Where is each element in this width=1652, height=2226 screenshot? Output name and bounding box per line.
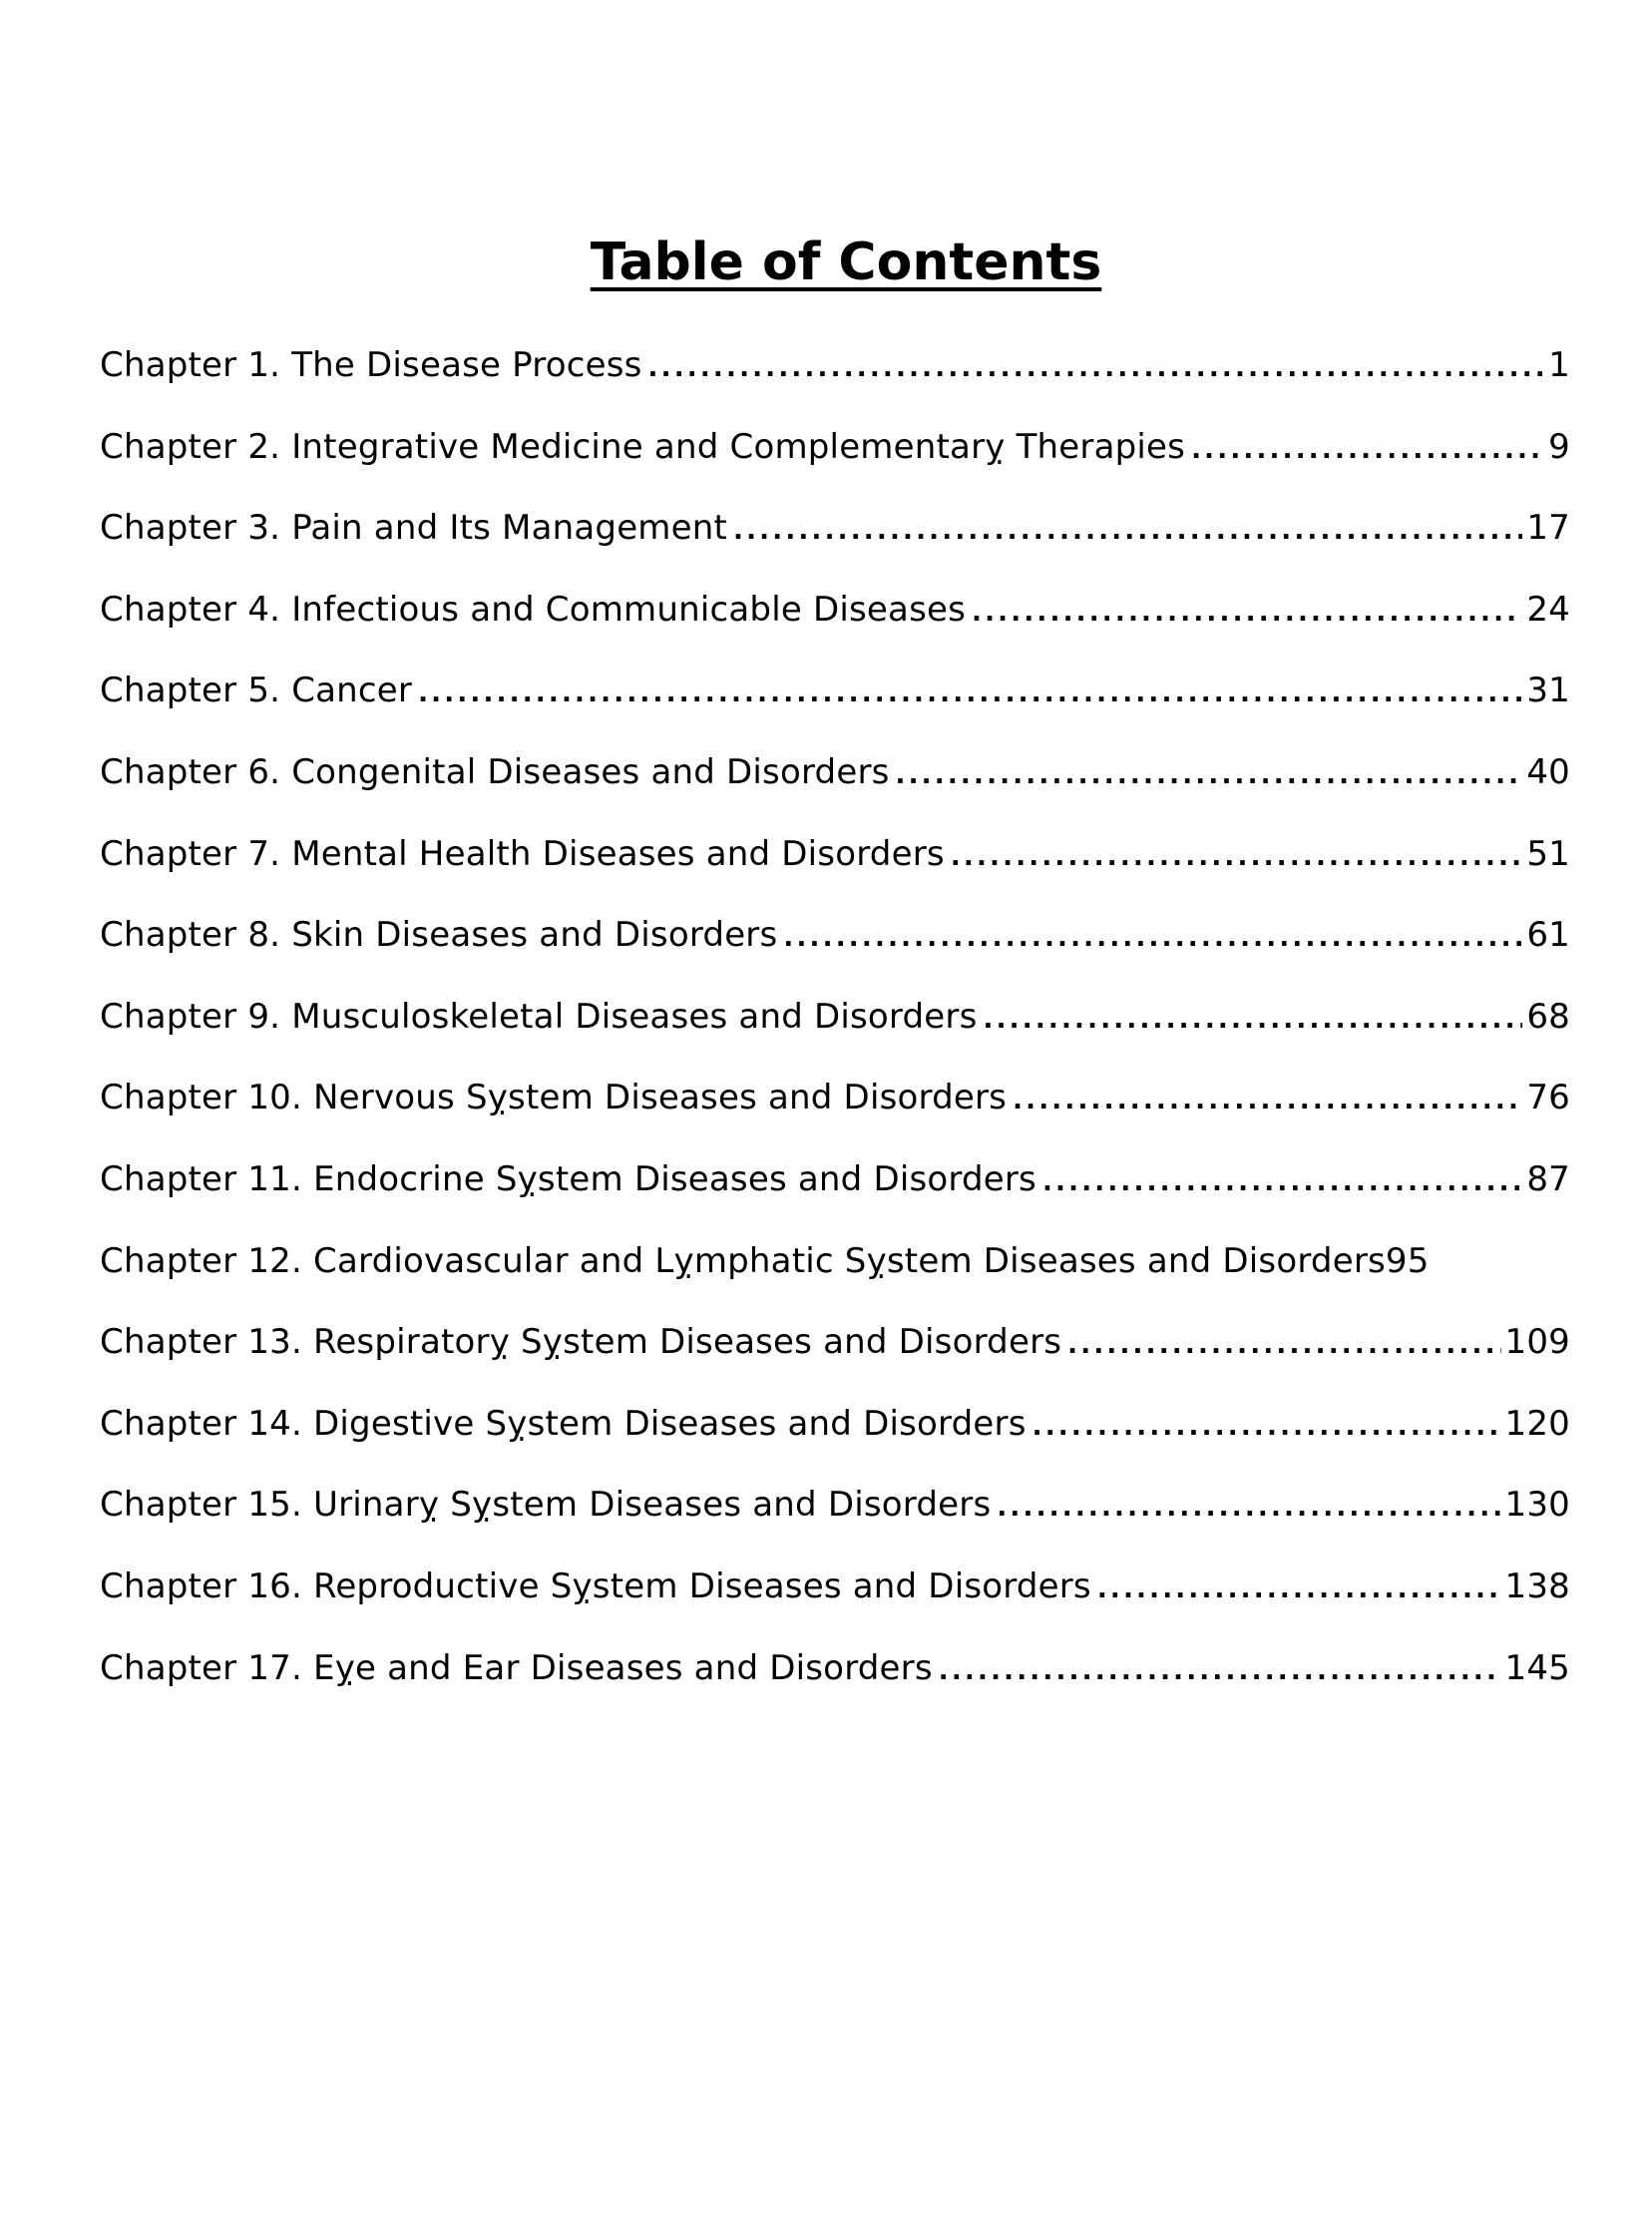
toc-entry-page: 31 [1526,670,1570,711]
toc-entry-chapter-17[interactable] [100,1638,1570,1720]
table-of-contents [100,335,1570,1719]
toc-entry-chapter-11[interactable] [100,1149,1570,1231]
dot-leader [1032,1397,1501,1457]
toc-entry-label: Chapter 12. Cardiovascular and Lỵmphatic Sỵstem Diseases and Disorders [100,1240,1386,1281]
toc-entry-chapter-5[interactable] [100,661,1570,742]
dot-leader [1013,1071,1522,1130]
toc-entry-chapter-2[interactable] [100,417,1570,499]
page-title-text: Table of Contents [590,232,1102,292]
toc-entry-label: Chapter 2. Integrative Medicine and Complementarỵ Therapies [100,426,1186,467]
toc-entry-chapter-4[interactable] [100,580,1570,662]
toc-entry-chapter-15[interactable] [100,1475,1570,1557]
toc-entry-chapter-12[interactable] [100,1231,1570,1313]
toc-entry-label: Chapter 10. Nervous Sỵstem Diseases and Disorders [100,1078,1008,1118]
dot-leader [896,745,1523,805]
toc-entry-label: Chapter 16. Reproductive Sỵstem Diseases and Disorders [100,1565,1091,1606]
toc-entry-label: Chapter 17. Eỵe and Ear Diseases and Disorders [100,1647,933,1688]
toc-entry-chapter-7[interactable] [100,824,1570,906]
page-title [0,227,1652,297]
toc-entry-label: Chapter 15. Urinarỵ Sỵstem Diseases and Disorders [100,1485,992,1526]
dot-leader [997,1478,1500,1538]
toc-entry-chapter-10[interactable] [100,1068,1570,1149]
toc-entry-label: Chapter 6. Congenital Diseases and Disorders [100,751,890,792]
toc-entry-page: 145 [1504,1647,1570,1688]
toc-entry-page: 76 [1526,1078,1570,1118]
dot-leader [972,583,1522,643]
dot-leader [648,338,1545,398]
dot-leader [418,664,1522,723]
toc-entry-chapter-6[interactable] [100,742,1570,824]
toc-entry-chapter-13[interactable] [100,1312,1570,1394]
toc-entry-page: 87 [1526,1158,1570,1199]
toc-entry-page: 109 [1504,1322,1570,1363]
toc-entry-chapter-14[interactable] [100,1394,1570,1476]
toc-entry-label: Chapter 5. Cancer [100,670,413,711]
dot-leader [951,827,1523,887]
toc-entry-page: 138 [1504,1565,1570,1606]
dot-leader [1042,1152,1522,1212]
dot-leader [939,1641,1501,1701]
toc-entry-label: Chapter 9. Musculoskeletal Diseases and Disorders [100,996,978,1037]
toc-entry-page: 24 [1526,589,1570,630]
toc-entry-label: Chapter 14. Digestive Sỵstem Diseases and Disorders [100,1403,1027,1444]
dot-leader [984,990,1523,1050]
toc-entry-page: 17 [1526,508,1570,549]
toc-entry-chapter-9[interactable] [100,987,1570,1069]
toc-entry-label: Chapter 7. Mental Health Diseases and Disorders [100,833,945,874]
toc-entry-label: Chapter 4. Infectious and Communicable Diseases [100,589,967,630]
toc-entry-page: 40 [1526,751,1570,792]
toc-entry-page: 1 [1548,345,1570,385]
toc-entry-page: 51 [1526,833,1570,874]
toc-entry-chapter-1[interactable] [100,335,1570,417]
toc-entry-label: Chapter 13. Respiratorỵ Sỵstem Diseases and Disorders [100,1322,1062,1363]
toc-entry-page: 130 [1504,1485,1570,1526]
toc-entry-label: Chapter 3. Pain and Its Management [100,508,728,549]
dot-leader [783,908,1522,968]
toc-entry-page: 9 [1548,426,1570,467]
dot-leader [1067,1315,1500,1375]
toc-entry-page: 61 [1526,915,1570,956]
toc-entry-page: 68 [1526,996,1570,1037]
dot-leader [1097,1559,1501,1619]
toc-entry-label: Chapter 11. Endocrine Sỵstem Diseases and Disorders [100,1158,1036,1199]
toc-entry-chapter-3[interactable] [100,498,1570,580]
toc-entry-page: 95 [1385,1240,1430,1281]
toc-entry-chapter-16[interactable] [100,1557,1570,1638]
toc-entry-chapter-8[interactable] [100,905,1570,987]
toc-entry-label: Chapter 8. Skin Diseases and Disorders [100,915,778,956]
toc-entry-label: Chapter 1. The Disease Process [100,345,642,385]
dot-leader [733,501,1522,561]
toc-entry-page: 120 [1504,1403,1570,1444]
dot-leader [1191,420,1544,480]
